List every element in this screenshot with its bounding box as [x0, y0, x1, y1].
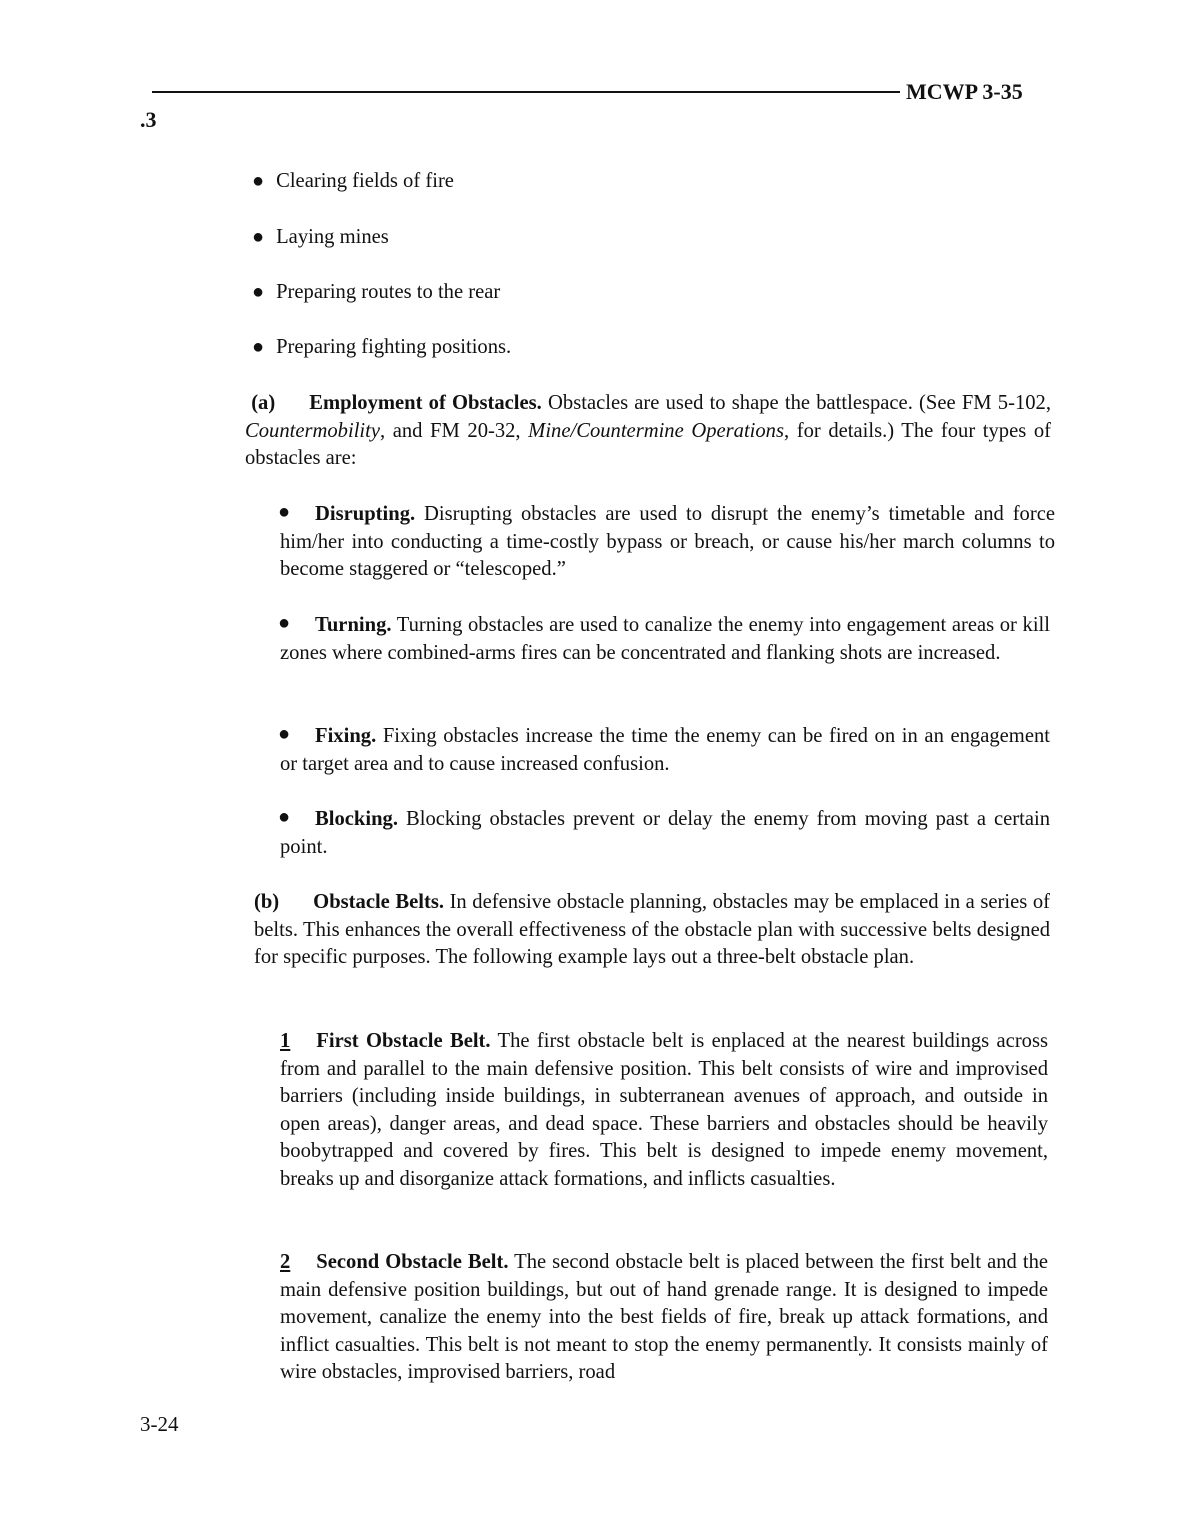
belt-heading: First Obstacle Belt.	[316, 1030, 491, 1052]
reference-title: Mine/Countermine Operations	[528, 419, 784, 442]
list-item	[252, 279, 500, 307]
obstacle-type-item	[280, 501, 1055, 584]
obstacle-type-text: Fixing obstacles increase the time the enemy can be fired on in an engagement or target area and to cause increased confusion.	[280, 725, 1050, 775]
bullet-icon: ●	[252, 281, 265, 303]
bullet-icon: ●	[252, 170, 265, 192]
paragraph-obstacle-belts	[254, 889, 1050, 972]
obstacle-type-name: Disrupting.	[315, 503, 416, 525]
paragraph-heading: Employment of Obstacles.	[309, 392, 542, 414]
list-item	[252, 168, 454, 196]
header-rule	[152, 91, 900, 93]
page-number: 3-24	[140, 1412, 179, 1436]
belt-number: 1	[280, 1030, 291, 1052]
obstacle-type-text: Turning obstacles are used to canalize the enemy into engagement areas or kill zones where combined-arms fires can be concentrated and flanking shots are increased.	[280, 614, 1050, 664]
obstacle-type-item	[280, 723, 1050, 778]
paragraph-text: In defensive obstacle planning, obstacles may be emplaced in a series of belts. This enhances the overall effectiveness of the obstacle plan with successive belts designed for specific purposes. The following example lays out a three-belt obstacle plan.	[254, 891, 1050, 969]
belt-text: The first obstacle belt is enplaced at the nearest buildings across from and parallel to the main defensive position. This belt consists of wire and improvised barriers (including inside buildings, in subterranean avenues of approach, and outside in open areas), danger areas, and dead space. These barriers and obstacles should be heavily boobytrapped and covered by fires. This belt is designed to impede enemy movement, breaks up and disorganize attack formations, and inflicts casualties.	[280, 1030, 1049, 1190]
paragraph-label: (b)	[254, 891, 280, 913]
bullet-icon: ●	[278, 612, 291, 634]
paragraph-label: (a)	[251, 392, 276, 414]
list-item-text: Clearing fields of fire	[276, 170, 454, 192]
bullet-icon: ●	[252, 226, 265, 248]
document-id: MCWP 3-35	[906, 79, 1023, 104]
paragraph-text: , for details.) The four types of obstacles are:	[245, 419, 1051, 470]
paragraph-text: Obstacles are used to shape the battlespace. (See FM 5-102,	[541, 392, 1051, 414]
bullet-icon: ●	[252, 336, 265, 358]
obstacle-type-text: Disrupting obstacles are used to disrupt the enemy’s timetable and force him/her into conducting a time-costly bypass or breach, or cause his/her march columns to become staggered or “telescoped.”	[280, 503, 1055, 581]
list-item-text: Laying mines	[276, 226, 389, 248]
belt-paragraph	[280, 1249, 1048, 1387]
list-item-text: Preparing routes to the rear	[276, 281, 501, 303]
paragraph-text: , and FM 20-32,	[380, 419, 529, 442]
belt-paragraph	[280, 1028, 1048, 1194]
obstacle-type-item	[280, 612, 1050, 667]
reference-title: Countermobility	[245, 419, 380, 442]
list-item	[252, 334, 511, 362]
bullet-icon: ●	[278, 723, 291, 745]
obstacle-type-name: Fixing.	[315, 725, 377, 747]
belt-number: 2	[280, 1251, 291, 1273]
paragraph-heading: Obstacle Belts.	[313, 891, 444, 913]
bullet-icon: ●	[278, 806, 291, 828]
bullet-icon: ●	[278, 501, 291, 523]
obstacle-type-item	[280, 806, 1050, 861]
belt-text: The second obstacle belt is placed between the first belt and the main defensive position buildings, but out of hand grenade range. It is designed to impede movement, canalize the enemy into the best fields of fire, break up attack formations, and inflict casualties. This belt is not meant to stop the enemy permanently. It consists mainly of wire obstacles, improvised barriers, road	[280, 1251, 1049, 1384]
section-number: .3	[140, 107, 157, 132]
obstacle-type-text: Blocking obstacles prevent or delay the enemy from moving past a certain point.	[280, 808, 1050, 858]
obstacle-type-name: Blocking.	[315, 808, 398, 830]
paragraph-employment-of-obstacles	[245, 390, 1051, 473]
belt-heading: Second Obstacle Belt.	[316, 1251, 509, 1273]
list-item	[252, 224, 389, 252]
list-item-text: Preparing fighting positions.	[276, 336, 512, 358]
obstacle-type-name: Turning.	[315, 614, 392, 636]
